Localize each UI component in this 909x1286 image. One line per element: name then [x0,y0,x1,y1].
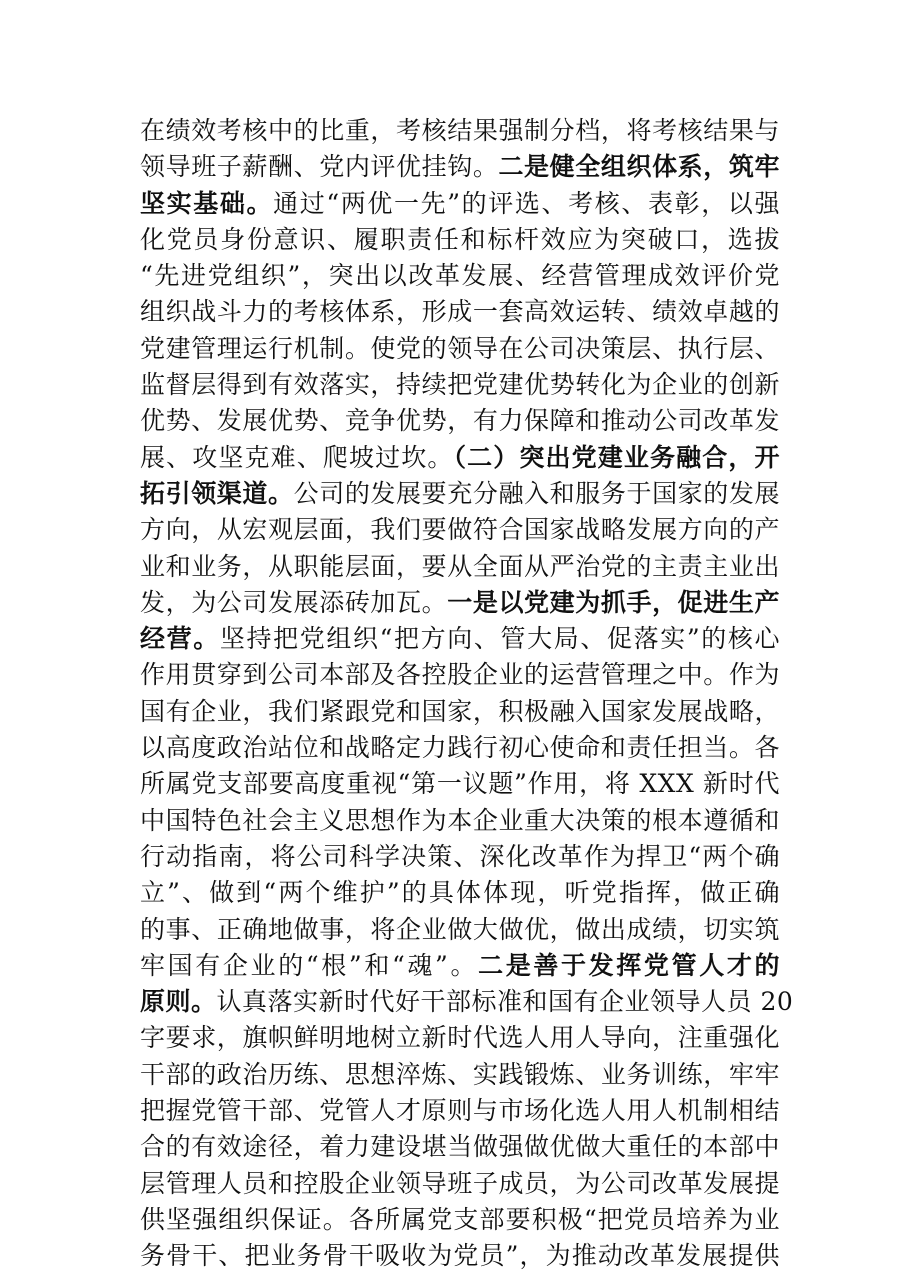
text-line [140,294,780,330]
text-line [140,912,780,948]
bold-heading-text: 二是善于发挥党管人才的 [478,950,780,980]
text-line [140,440,780,476]
paragraph-text: 务骨干、把业务骨干吸收为党员”，为推动改革发展提供 [140,1241,780,1271]
paragraph-text: 化党员身份意识、履职责任和标杆效应为突破口，选拔 [140,224,780,254]
text-line [140,149,780,185]
paragraph-text: 行动指南，将公司科学决策、深化改革作为捍卫“两个确 [140,841,780,871]
text-line [140,1020,780,1056]
bold-heading-text: 原则。 [140,987,217,1017]
text-line [140,1129,780,1165]
paragraph-text: 以高度政治站位和战略定力践行初心使命和责任担当。各 [140,733,780,763]
paragraph-text: 国有企业，我们紧跟党和国家，积极融入国家发展战略， [140,696,780,726]
paragraph-text: 立”、做到“两个维护”的具体体现，听党指挥，做正确 [140,878,780,908]
text-line [140,222,780,258]
text-line [140,730,780,766]
paragraph-text: 供坚强组织保证。各所属党支部要积极“把党员培养为业 [140,1204,780,1234]
text-line [140,1238,780,1274]
text-line [140,331,780,367]
paragraph-text: 组织战斗力的考核体系，形成一套高效运转、绩效卓越的 [140,297,780,327]
text-line [140,1166,780,1202]
text-line [140,549,780,585]
text-line [140,403,780,439]
text-line [140,803,780,839]
text-line [140,621,780,657]
paragraph-text: 在绩效考核中的比重，考核结果强制分档，将考核结果与 [140,116,780,145]
paragraph-text: 监督层得到有效落实，持续把党建优势转化为企业的创新 [140,370,780,400]
text-line [140,367,780,403]
paragraph-text: 认真落实新时代好干部标准和国有企业领导人员 20 [216,987,794,1017]
paragraph-text: 公司的发展要充分融入和服务于国家的发展 [293,478,780,508]
text-line [140,984,794,1020]
bold-heading-text: 二是健全组织体系，筑牢 [498,152,780,182]
bold-heading-text: 一是以党建为抓手，促进生产 [447,587,780,617]
text-line [140,694,780,730]
paragraph-text: 优势、发展优势、竞争优势，有力保障和推动公司改革发 [140,406,780,436]
bold-heading-text: 拓引领渠道。 [140,478,294,508]
paragraph-text: 所属党支部要高度重视“第一议题”作用，将 XXX 新时代 [140,769,780,799]
paragraph-text: 领导班子薪酬、党内评优挂钩。 [140,152,499,182]
paragraph-text: 作用贯穿到公司本部及各控股企业的运营管理之中。作为 [140,660,780,690]
text-line [140,875,780,911]
text-line [140,948,780,984]
text-line [140,1093,780,1129]
text-line [140,186,780,222]
paragraph-text: 把握党管干部、党管人才原则与市场化选人用人机制相结 [140,1096,780,1126]
paragraph-text: 层管理人员和控股企业领导班子成员，为公司改革发展提 [140,1168,780,1198]
paragraph-text: 牢国有企业的“根”和“魂”。 [140,950,479,980]
text-line [140,1057,780,1093]
paragraph-text: 方向，从宏观层面，我们要做符合国家战略发展方向的产 [140,515,780,545]
paragraph-text: 合的有效途径，着力建设堪当做强做优做大重任的本部中 [140,1132,780,1162]
paragraph-text: 业和业务，从职能层面，要从全面从严治党的主责主业出 [140,551,780,581]
text-line [140,766,780,802]
paragraph-text: “先进党组织”，突出以改革发展、经营管理成效评价党 [140,261,780,291]
paragraph-text: 发，为公司发展添砖加瓦。 [140,587,448,617]
paragraph-text: 的事、正确地做事，将企业做大做优，做出成绩，切实筑 [140,914,780,944]
text-line [140,113,780,149]
paragraph-text: 坚持把党组织“把方向、管大局、促落实”的核心 [219,624,780,654]
text-line [140,585,780,621]
bold-heading-text: 经营。 [140,624,220,654]
paragraph-text: 中国特色社会主义思想作为本企业重大决策的根本遵循和 [140,805,780,835]
body-text [140,113,794,1275]
text-line [140,657,780,693]
text-line [140,1202,780,1238]
bold-heading-text: （二）突出党建业务融合，开 [453,442,780,472]
paragraph-text: 展、攻坚克难、爬坡过坎。 [140,442,454,472]
paragraph-text: 字要求，旗帜鲜明地树立新时代选人用人导向，注重强化 [140,1023,780,1053]
paragraph-text: 通过“两优一先”的评选、考核、表彰，以强 [273,188,780,218]
text-line [140,839,780,875]
bold-heading-text: 坚实基础。 [140,188,274,218]
text-line [140,258,780,294]
paragraph-text: 干部的政治历练、思想淬炼、实践锻炼、业务训练，牢牢 [140,1059,780,1089]
text-line [140,512,780,548]
paragraph-text: 党建管理运行机制。使党的领导在公司决策层、执行层、 [140,333,780,363]
text-line [140,476,780,512]
